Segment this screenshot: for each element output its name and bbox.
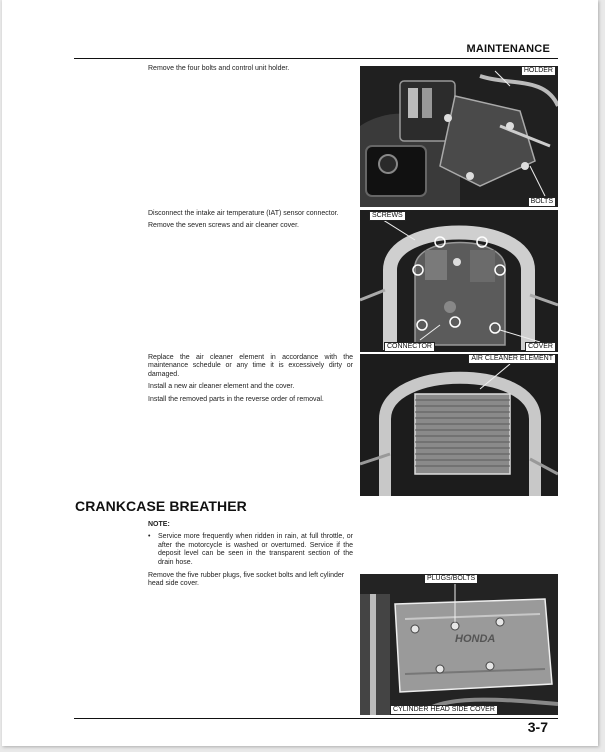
manual-page [2, 0, 598, 746]
step-2-text [148, 210, 353, 235]
figure-air-cleaner-cover [360, 210, 558, 352]
callout-bolts: BOLTS [528, 197, 556, 207]
callout-cylinder-head-side-cover: CYLINDER HEAD SIDE COVER [390, 705, 498, 715]
note-text: Service more frequently when ridden in rain, at full throttle, or after the motorcycle is washed or overturned. Service if the deposit level can be seen in the transparent section of the drain hose. [158, 533, 353, 566]
header-rule [74, 58, 558, 59]
svg-text:HONDA: HONDA [455, 633, 496, 645]
note-bullet-item [148, 533, 353, 567]
section-heading-crankcase-breather: CRANKCASE BREATHER [75, 498, 247, 514]
step-2-line-2: Remove the seven screws and air cleaner cover. [148, 222, 299, 230]
step-3-text [148, 354, 353, 408]
step-2-line-1: Disconnect the intake air temperature (IAT) sensor connector. [148, 210, 339, 217]
bullet-dot: • [148, 533, 151, 541]
figure-air-cleaner-element [360, 354, 558, 496]
figure-cylinder-head-side-cover [360, 574, 558, 715]
page-number: 3-7 [527, 719, 548, 735]
cover-photo-illustration [360, 210, 558, 352]
step-3-line-1: Replace the air cleaner element in accordance with the maintenance schedule or any time it is excessively dirty or damaged. [148, 354, 353, 378]
figure-control-unit-holder [360, 66, 558, 207]
element-photo-illustration [360, 354, 558, 496]
crankcase-note [148, 521, 353, 593]
callout-holder: HOLDER [521, 66, 556, 76]
holder-photo-illustration [360, 66, 558, 207]
step-1: Remove the four bolts and control unit holder. [148, 65, 290, 72]
callout-air-cleaner-element: AIR CLEANER ELEMENT [468, 354, 556, 364]
footer-rule [74, 718, 558, 719]
step-3-line-2: Install a new air cleaner element and the cover. [148, 383, 295, 391]
section-title: MAINTENANCE [466, 43, 550, 55]
side-cover-photo-illustration [360, 574, 558, 715]
crankcase-step: Remove the five rubber plugs, five socket bolts and left cylinder head side cover. [148, 572, 345, 588]
callout-cover: COVER [525, 342, 556, 352]
callout-screws: SCREWS [369, 211, 406, 221]
step-1-text [148, 65, 358, 77]
note-title: NOTE: [148, 521, 170, 528]
callout-plugs-bolts: PLUGS/BOLTS [424, 574, 478, 584]
callout-connector: CONNECTOR [384, 342, 435, 352]
step-3-line-3: Install the removed parts in the reverse order of removal. [148, 395, 324, 403]
